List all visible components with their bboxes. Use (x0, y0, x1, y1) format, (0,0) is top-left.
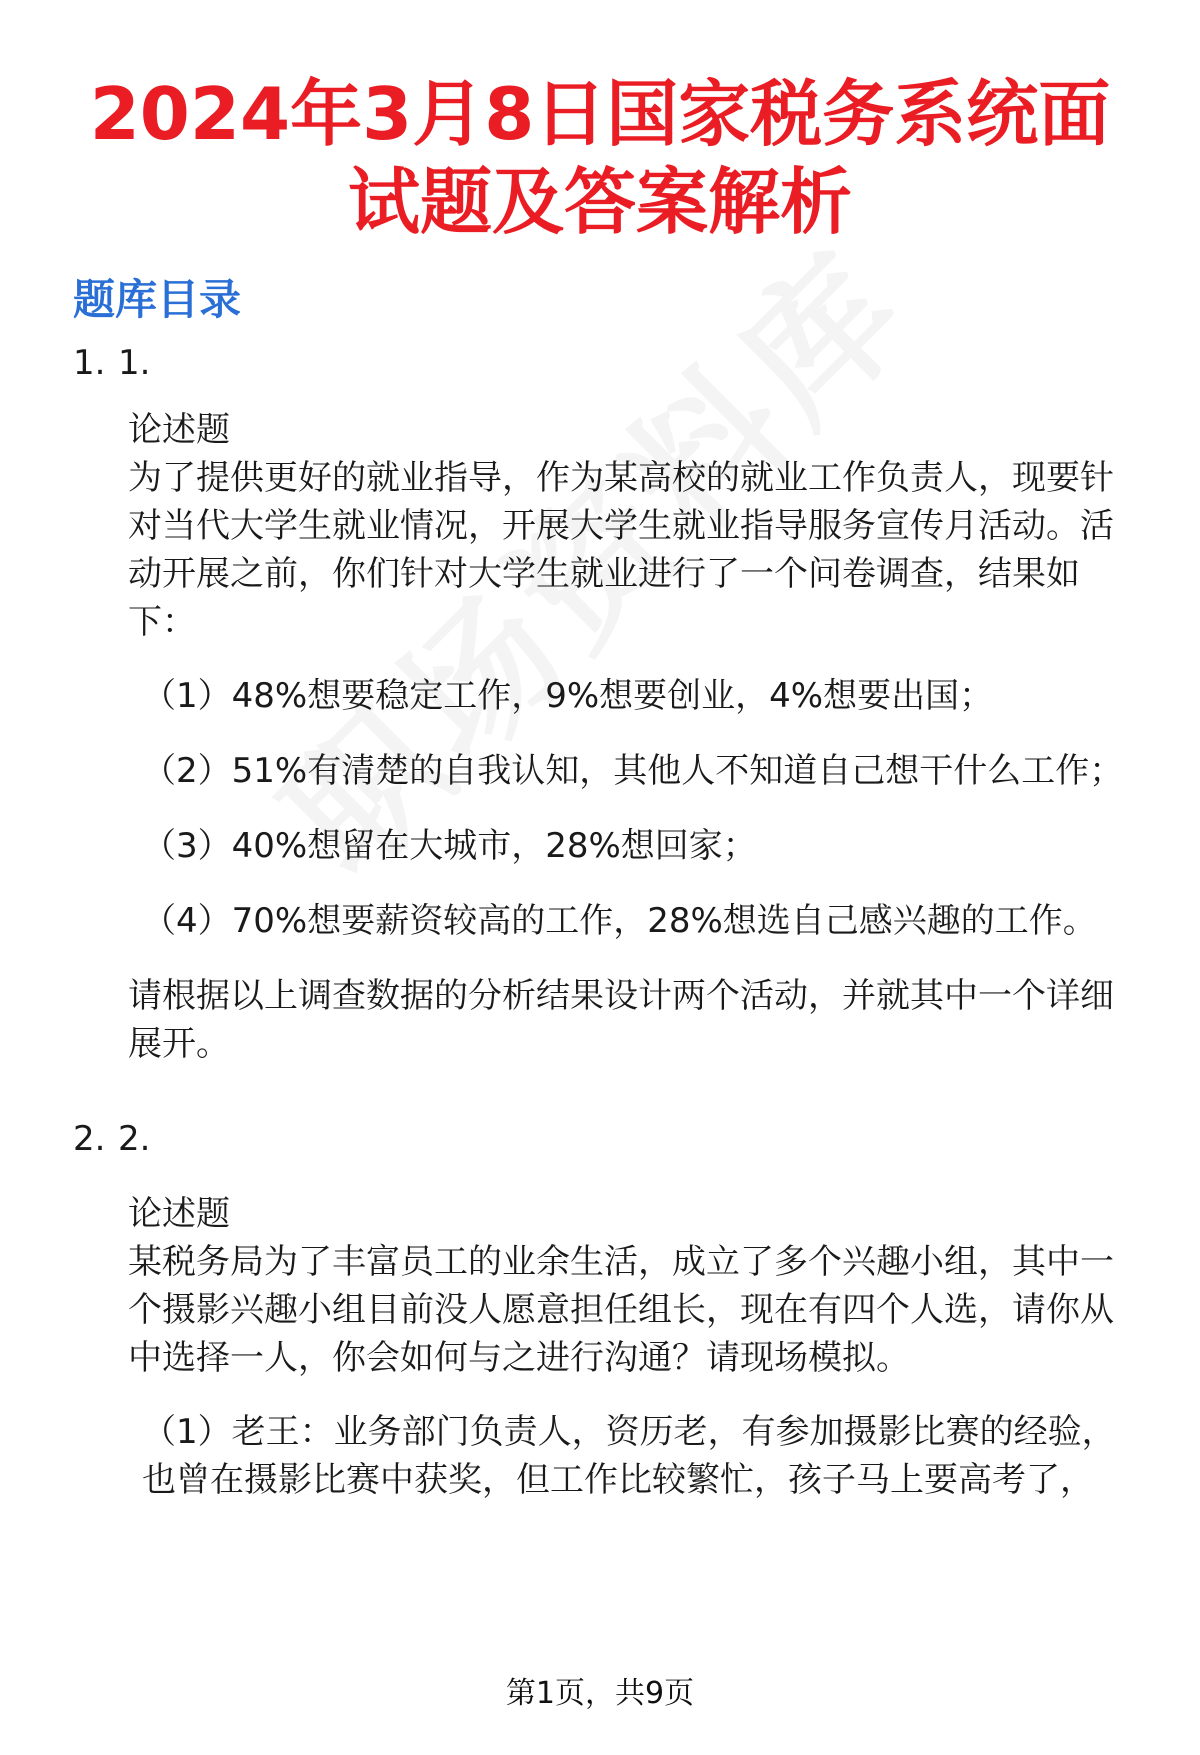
question-type: 论述题 (128, 410, 230, 450)
page-footer: 第1页，共9页 (505, 1676, 695, 1711)
question-item: （4）70%想要薪资较高的工作，28%想选自己感兴趣的工作。 (142, 901, 1097, 941)
question-list-number: 1. (73, 343, 106, 383)
question-number: 2. (118, 1119, 151, 1159)
question-intro: 某税务局为了丰富员工的业余生活，成立了多个兴趣小组，其中一个摄影兴趣小组目前没人愿意担任组长，现在有四个人选，请你从中选择一人，你会如何与之进行沟通？请现场模拟。 (128, 1242, 1114, 1378)
page-title: 2024年3月8日国家税务系统面试题及答案解析 (89, 72, 1111, 244)
toc-heading: 题库目录 (73, 275, 242, 324)
question-1-body (128, 406, 1138, 1094)
question-number: 1. (118, 343, 151, 383)
question-type: 论述题 (128, 1194, 230, 1234)
question-intro: 为了提供更好的就业指导，作为某高校的就业工作负责人，现要针对当代大学生就业情况，开展大学生就业指导服务宣传月活动。活动开展之前，你们针对大学生就业进行了一个问卷调查，结果如下： (128, 458, 1114, 642)
question-item: （3）40%想留在大城市，28%想回家； (142, 826, 757, 866)
question-item: （1）老王：业务部门负责人，资历老，有参加摄影比赛的经验，也曾在摄影比赛中获奖，但工作比较繁忙，孩子马上要高考了， (142, 1412, 1116, 1500)
question-2-body (128, 1190, 1138, 1531)
question-item: （1）48%想要稳定工作，9%想要创业，4%想要出国； (142, 676, 994, 716)
question-item: （2）51%有清楚的自我认知，其他人不知道自己想干什么工作； (142, 751, 1124, 791)
question-closing: 请根据以上调查数据的分析结果设计两个活动，并就其中一个详细展开。 (128, 976, 1114, 1064)
question-list-number: 2. (73, 1119, 106, 1159)
